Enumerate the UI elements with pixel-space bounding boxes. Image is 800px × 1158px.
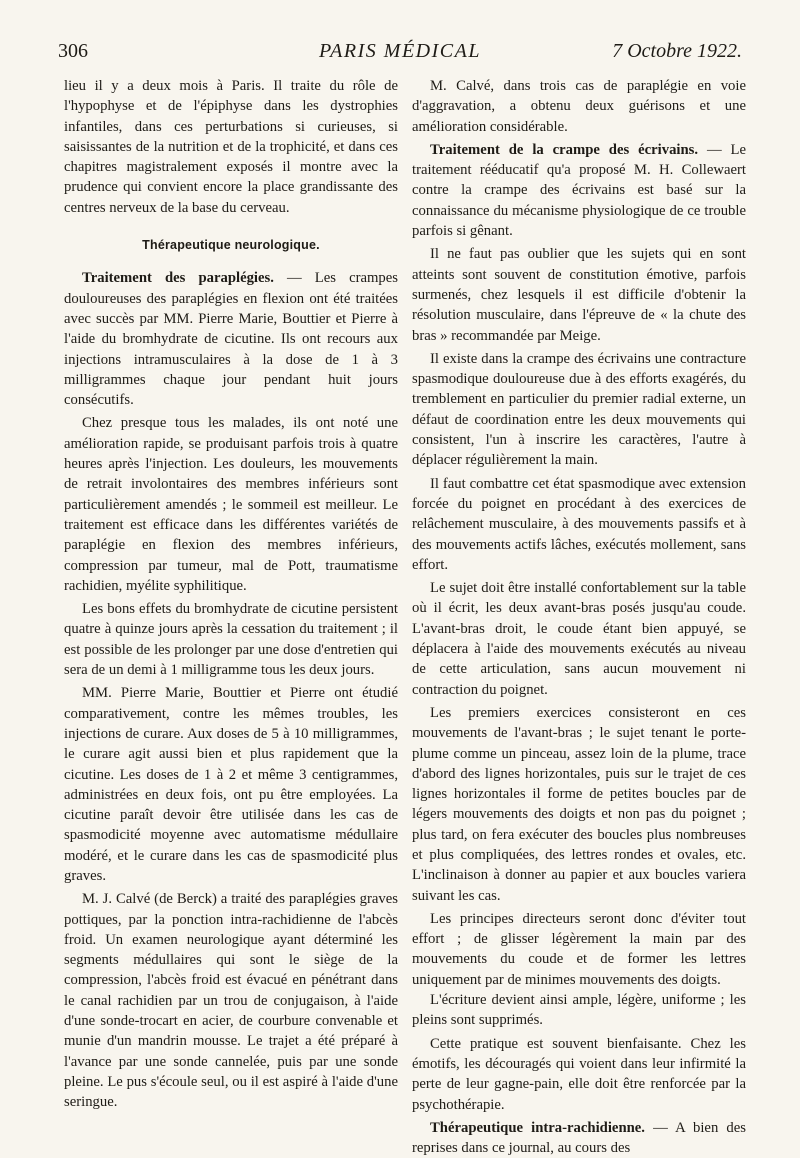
page-header (58, 40, 742, 68)
paragraph: Les premiers exercices consisteront en ces mouvements de l'avant-bras ; le sujet tenant le porte-plume comme un pinceau, assez loin de la plume, trace d'abord des lignes horizontales, puis sur le trajet de ces lignes horizontales il forme de petites boucles par de légers mouvements des doigts et non pas du poignet ; plus tard, on fera exécuter des boucles plus nombreuses et plus compliquées, des lettres rondes et ovales, etc. L'inclinaison à donner au papier et aux boucles variera suivant les cas. (412, 704, 746, 904)
paragraph: M. J. Calvé (de Berck) a traité des paraplégies graves pottiques, par la ponction intra-rachidienne de l'abcès froid. Un examen neurologique ayant déterminé les segments médullaires qui sont le siège de la compression, l'abcès froid est évacué en pénétrant dans le canal rachidien par un trou de conjugaison, à l'aide d'une sonde-trocart en acier, de courbure convenable et munie d'un mandrin mousse. Le trajet a été préparé à l'avance par une sonde cannelée, puis par une sonde pleine. Le pus s'écoule seul, ou il est aspiré à l'aide d'une seringue. (64, 891, 398, 1111)
intrathecal-paragraph (412, 1118, 746, 1158)
section-heading: Thérapeutique neurologique. (142, 238, 320, 253)
paraplegia-body: — Les crampes douloureuses des paraplégies en flexion ont été traitées avec succès par MM. Pierre Marie, Bouttier et Pierre à l'aide du bromhydrate de cicutine. Ils ont recours aux injections intramusculaires à la dose de 1 à 3 milligrammes chaque jour pendant huit jours consécutifs. (64, 270, 399, 409)
paragraph: Les bons effets du bromhydrate de cicutine persistent quatre à quinze jours après la cessation du traitement ; il est possible de les prolonger par une dose d'entretien qui sera de un demi à 1 milligramme tous les deux jours. (64, 601, 398, 679)
page-number: 306 (58, 40, 88, 62)
writers-cramp-title: Traitement de la crampe des écrivains. (430, 141, 699, 158)
writers-cramp-body: — Le traitement rééducatif qu'a proposé M. H. Collewaert contre la crampe des écrivains est basé sur la connaissance du mécanisme physiologique de ce trouble parfois si gênant. (412, 141, 746, 240)
paragraph: MM. Pierre Marie, Bouttier et Pierre ont étudié comparativement, contre les mêmes troubles, les injections de curare. Aux doses de 5 à 10 milligrammes, le curare agit aussi bien et plus rapidement que la cicutine. Les doses de 1 à 2 et même 3 centigrammes, administrées en deux fois, ont pu être employées. La cicutine paraît devoir être utilisée dans les cas de spasmodicité moyenne avec automatisme médullaire modéré, et le curare dans les cas de spasmodicité plus graves. (64, 685, 398, 884)
paragraph: Le sujet doit être installé confortablement sur la table où il écrit, les deux avant-bras posés jusqu'au coude. L'avant-bras droit, le coude étant bien appuyé, se déplacera à l'aide des mouvements exécutés au niveau de cette articulation, sans aucun mouvement ni contraction du poignet. (412, 580, 746, 698)
intrathecal-body: — A bien des reprises dans ce journal, au cours des (412, 1119, 746, 1157)
paragraph: M. Calvé, dans trois cas de paraplégie en voie d'aggravation, a obtenu deux guérisons et une amélioration considérable. (412, 78, 746, 135)
journal-title: PARIS MÉDICAL (319, 40, 481, 62)
writers-cramp-paragraph (412, 140, 746, 241)
paragraph: L'écriture devient ainsi ample, légère, uniforme ; les pleins sont supprimés. (412, 992, 746, 1029)
intro-paragraph: lieu il y a deux mois à Paris. Il traite du rôle de l'hypophyse et de l'épiphyse dans les dystrophies infantiles, dans ces perturbations si curieuses, si saisissantes de la nutrition et de la trophicité, et dans ces chapitres magistralement exposés il montre avec la prudence qui convient encore la place grandissante des centres nerveux de la base du cerveau. (64, 78, 398, 216)
issue-date: 7 Octobre 1922. (612, 40, 742, 62)
intrathecal-title: Thérapeutique intra-rachidienne. (430, 1119, 645, 1136)
paraplegia-paragraph (64, 268, 398, 410)
paragraph: Il existe dans la crampe des écrivains une contracture spasmodique douloureuse due à des efforts exagérés, du tremblement en particulier du premier radial externe, un défaut de coordination entre les deux mouvements qui consistent, l'un à inscrire les caractères, l'autre à déplacer régulièrement la main. (412, 350, 746, 469)
paragraph: Chez presque tous les malades, ils ont noté une amélioration rapide, se produisant parfois trois à quatre heures après l'injection. Les douleurs, les mouvements de retrait involontaires des membres inférieurs sont particulièrement amendés ; le sommeil est meilleur. Le traitement est efficace dans les différentes variétés de paraplégie en flexion des membres inférieurs, compression par tumeur, mal de Pott, traumatisme rachidien, myélite syphilitique. (64, 415, 398, 594)
right-column (412, 76, 746, 1158)
paragraph: Il ne faut pas oublier que les sujets qui en sont atteints sont souvent de constitution émotive, parfois surmenés, chez lesquels il est difficile d'obtenir la résolution musculaire, dans l'épreuve de « la chute des bras » recommandée par Meige. (412, 246, 746, 344)
left-column (64, 76, 398, 1113)
paragraph: Il faut combattre cet état spasmodique avec extension forcée du poignet en procédant à des exercices de relâchement musculaire, à des mouvements passifs et à des mouvements actifs lâches, exécutés mollement, sans effort. (412, 475, 746, 573)
paraplegia-title: Traitement des paraplégies. (82, 270, 274, 287)
paragraph: Cette pratique est souvent bienfaisante. Chez les émotifs, les découragés qui voient dans leur infirmité la perte de leur gagne-pain, elle doit être renforcée par la psychothérapie. (412, 1035, 746, 1113)
paragraph: Les principes directeurs seront donc d'éviter tout effort ; de glisser légèrement la main par des mouvements du coude et de former les lettres uniquement par de minimes mouvements des doigts. (412, 910, 746, 988)
